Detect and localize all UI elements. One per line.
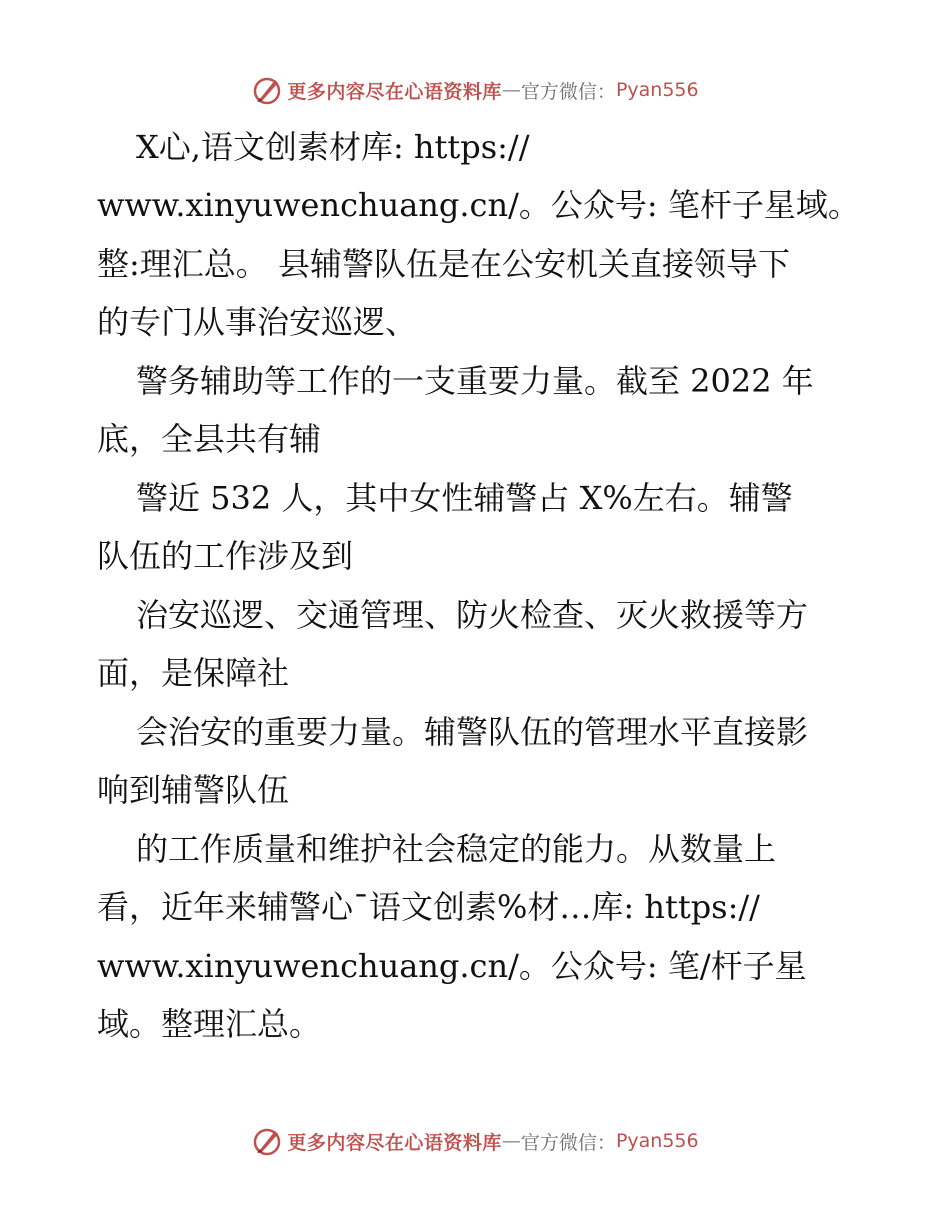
wechat-label: 官方微信： [520, 1131, 616, 1154]
header-banner [0, 70, 950, 110]
footer-banner [0, 1121, 950, 1161]
body-line: X心,语文创素材库: https:// [136, 128, 530, 166]
body-line: 的工作质量和维护社会稳定的能力。从数量上 [136, 830, 777, 868]
body-line: 警务辅助等工作的一支重要力量。截至 2022 年 [136, 362, 814, 400]
body-line: 会治安的重要力量。辅警队伍的管理水平直接影 [136, 713, 809, 751]
body-line: 看，近年来辅警心¯语文创素%材…库: https:// [97, 888, 760, 926]
promo-text: 更多内容尽在心语资料库 [287, 1131, 502, 1154]
body-line: www.xinyuwenchuang.cn/。公众号: 笔/杆子星 [97, 947, 807, 985]
quill-pen-logo-icon [251, 74, 283, 106]
body-line: 警近 532 人，其中女性辅警占 X%左右。辅警 [136, 479, 793, 517]
wechat-id: Pyan556 [615, 79, 699, 101]
body-line: www.xinyuwenchuang.cn/。公众号: 笔杆子星域。 [97, 186, 860, 224]
body-line: 的专门从事治安巡逻、 [97, 303, 418, 341]
body-line: 队伍的工作涉及到 [97, 537, 354, 575]
body-line: 底，全县共有辅 [97, 420, 322, 458]
wechat-label: 官方微信： [520, 80, 616, 103]
body-line: 治安巡逻、交通管理、防火检查、灭火救援等方 [136, 596, 809, 634]
quill-pen-logo-icon [251, 1125, 283, 1157]
body-line: 响到辅警队伍 [97, 771, 290, 809]
body-line: 面，是保障社 [97, 654, 290, 692]
promo-text: 更多内容尽在心语资料库 [287, 80, 502, 103]
wechat-id: Pyan556 [615, 1130, 699, 1152]
body-line: 域。整理汇总。 [97, 1005, 322, 1043]
separator-dash: — [501, 1130, 521, 1152]
separator-dash: — [501, 79, 521, 101]
body-line: 整:理汇总。 县辅警队伍是在公安机关直接领导下 [97, 245, 790, 283]
